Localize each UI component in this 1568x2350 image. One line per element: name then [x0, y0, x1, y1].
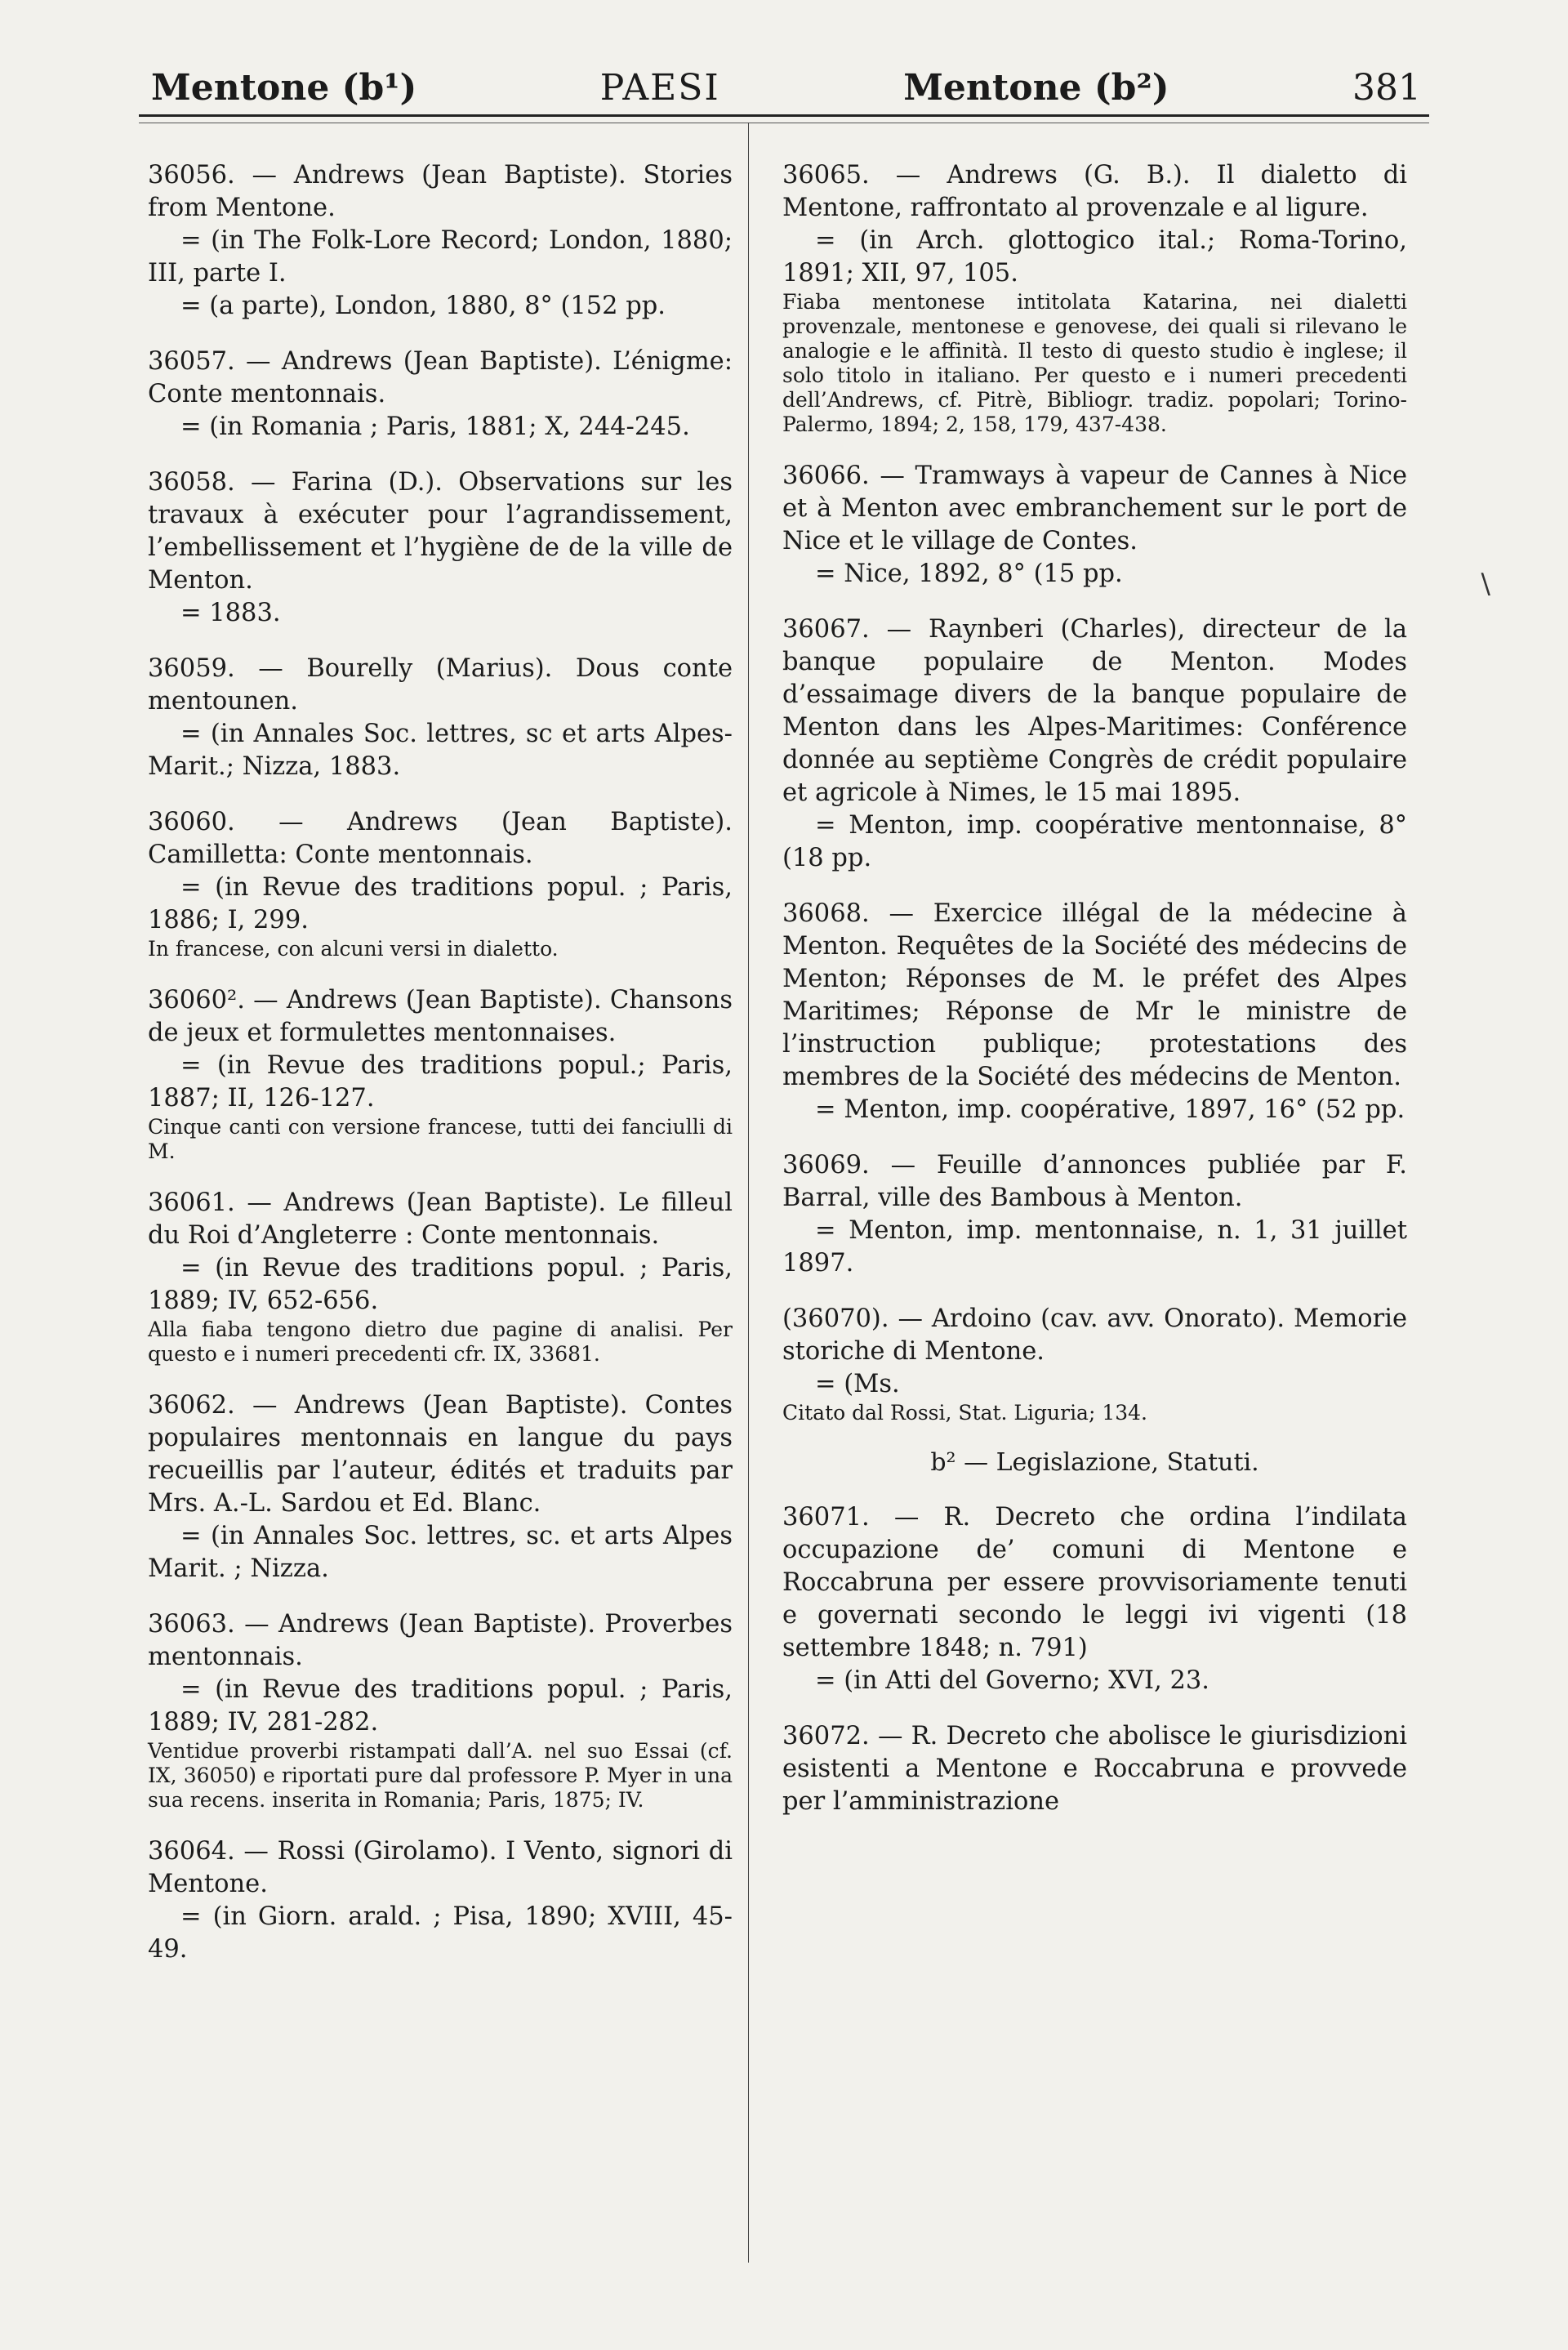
- bibliography-entry: [148, 466, 733, 630]
- entry-note: Fiaba mentonese intitolata Katarina, nei dialetti provenzale, mentonese e genovese, dei quali si rilevano le analogie e le affinità. Il testo di questo studio è inglese; il solo titolo in italiano. Per questo e i numeri precedenti dell’Andrews, cf. Pitrè, Bibliogr. tradiz. popolari; Torino-Palermo, 1894; 2, 158, 179, 437-438.: [782, 290, 1407, 436]
- bibliography-entry: [148, 159, 733, 323]
- entry-title: 36056. — Andrews (Jean Baptiste). Stories from Mentone.: [148, 161, 733, 222]
- header-rule-top: [139, 114, 1429, 117]
- bibliography-entry: [782, 460, 1407, 591]
- entry-title: 36068. — Exercice illégal de la médecine à Menton. Requêtes de la Société des médecins de Menton; Réponses de M. le préfet des Alpes Maritimes; Réponse de Mr le ministre de l’instruction publique; protestations des membres de la Société des médecins de Menton.: [782, 899, 1407, 1091]
- bibliography-entry: [782, 159, 1407, 437]
- entry-title: 36071. — R. Decreto che ordina l’indilata occupazione de’ comuni di Mentone e Roccabruna per essere provvisoriamente tenuti e governati secondo le leggi ivi vigenti (18 settembre 1848; n. 791): [782, 1503, 1407, 1662]
- entry-title: 36057. — Andrews (Jean Baptiste). L’énigme: Conte mentonnais.: [148, 347, 733, 408]
- left-column: [148, 159, 733, 1989]
- entry-citation: = Menton, imp. mentonnaise, n. 1, 31 juillet 1897.: [782, 1216, 1407, 1278]
- entry-title: 36058. — Farina (D.). Observations sur les travaux à exécuter pour l’agrandissement, l’embellissement et l’hygiène de de la ville de Menton.: [148, 468, 733, 595]
- entry-citation: = (in Arch. glottogico ital.; Roma-Torino, 1891; XII, 97, 105.: [782, 226, 1407, 288]
- entry-note: Ventidue proverbi ristampati dall’A. nel suo Essai (cf. IX, 36050) e riportati pure dal professore P. Myer in una sua recens. inserita in Romania; Paris, 1875; IV.: [148, 1739, 733, 1812]
- section-heading: b² — Legislazione, Statuti.: [930, 1448, 1259, 1477]
- entry-note: Alla fiaba tengono dietro due pagine di analisi. Per questo e i numeri precedenti cfr. IX, 33681.: [148, 1318, 733, 1366]
- entry-citation: = (in Revue des traditions popul.; Paris, 1887; II, 126-127.: [148, 1051, 733, 1113]
- entry-title: 36069. — Feuille d’annonces publiée par F. Barral, ville des Bambous à Menton.: [782, 1151, 1407, 1212]
- entry-note: In francese, con alcuni versi in dialetto.: [148, 937, 559, 961]
- page-header: [151, 51, 1421, 124]
- entry-citation: = (in Annales Soc. lettres, sc et arts Alpes-Marit.; Nizza, 1883.: [148, 720, 733, 781]
- entry-title: 36060. — Andrews (Jean Baptiste). Camilletta: Conte mentonnais.: [148, 808, 733, 869]
- entry-title: 36067. — Raynberi (Charles), directeur de la banque populaire de Menton. Modes d’essaimage divers de la banque populaire de Menton dans les Alpes-Maritimes: Conférence donnée au septième Congrès de crédit populaire et agricole à Nimes, le 15 mai 1895.: [782, 615, 1407, 807]
- bibliography-entry: [148, 806, 733, 961]
- entry-citation: = (in Revue des traditions popul. ; Paris, 1889; IV, 652-656.: [148, 1254, 733, 1315]
- entry-title: 36059. — Bourelly (Marius). Dous conte mentounen.: [148, 654, 733, 716]
- bibliography-entry: [148, 346, 733, 444]
- entry-note: Cinque canti con versione francese, tutti dei fanciulli di M.: [148, 1115, 733, 1163]
- entry-citation: = (in Annales Soc. lettres, sc. et arts Alpes Marit. ; Nizza.: [148, 1522, 733, 1583]
- left-running-title: Mentone (b¹): [151, 66, 417, 109]
- entry-citation: = (in Atti del Governo; XVI, 23.: [815, 1666, 1209, 1695]
- bibliography-entry: [148, 1608, 733, 1813]
- entry-title: 36065. — Andrews (G. B.). Il dialetto di Mentone, raffrontato al provenzale e al ligure.: [782, 161, 1407, 222]
- entry-note: Citato dal Rossi, Stat. Liguria; 134.: [782, 1401, 1147, 1425]
- entry-citation: = Menton, imp. coopérative mentonnaise, 8° (18 pp.: [782, 811, 1407, 872]
- entry-title: 36060². — Andrews (Jean Baptiste). Chansons de jeux et formulettes mentonnaises.: [148, 986, 733, 1047]
- bibliography-entry: [782, 613, 1407, 875]
- entry-citation: = (in Revue des traditions popul. ; Paris, 1889; IV, 281-282.: [148, 1675, 733, 1737]
- right-running-title: Mentone (b²): [903, 66, 1169, 109]
- entry-title: 36063. — Andrews (Jean Baptiste). Proverbes mentonnais.: [148, 1610, 733, 1671]
- entry-title: 36062. — Andrews (Jean Baptiste). Contes populaires mentonnais en langue du pays recueillis par l’auteur, édités et traduits par Mrs. A.-L. Sardou et Ed. Blanc.: [148, 1391, 733, 1518]
- bibliography-entry: [782, 1303, 1407, 1425]
- entry-citation: = 1883.: [180, 599, 281, 627]
- bibliography-entry: [148, 984, 733, 1164]
- bibliography-entry: [782, 1501, 1407, 1697]
- page-number: 381: [1352, 66, 1421, 109]
- center-running-title: PAESI: [599, 66, 720, 109]
- margin-mark: \: [1481, 568, 1490, 600]
- entry-citation: = Nice, 1892, 8° (15 pp.: [815, 560, 1123, 588]
- bibliography-entry: [782, 1149, 1407, 1280]
- bibliography-entry: [148, 653, 733, 783]
- bibliography-entry: [148, 1187, 733, 1367]
- entry-title: 36072. — R. Decreto che abolisce le giurisdizioni esistenti a Mentone e Roccabruna e provvede per l’amministrazione: [782, 1722, 1407, 1816]
- entry-citation: = (in Romania ; Paris, 1881; X, 244-245.: [180, 412, 690, 441]
- bibliography-entry: [782, 1720, 1407, 1818]
- right-column: [782, 159, 1407, 1841]
- entry-title: (36070). — Ardoino (cav. avv. Onorato). Memorie storiche di Mentone.: [782, 1304, 1407, 1366]
- entry-title: 36061. — Andrews (Jean Baptiste). Le filleul du Roi d’Angleterre : Conte mentonnais.: [148, 1188, 733, 1250]
- entry-title: 36066. — Tramways à vapeur de Cannes à Nice et à Menton avec embranchement sur le port de Nice et le village de Contes.: [782, 462, 1407, 555]
- bibliography-entry: [148, 1835, 733, 1966]
- entry-title: 36064. — Rossi (Girolamo). I Vento, signori di Mentone.: [148, 1837, 733, 1898]
- bibliography-entry: [782, 898, 1407, 1126]
- entry-citation: = (Ms.: [815, 1370, 900, 1398]
- column-divider: [748, 123, 749, 2263]
- entry-citation: = (in Revue des traditions popul. ; Paris, 1886; I, 299.: [148, 873, 733, 934]
- entry-citation: = (in Giorn. arald. ; Pisa, 1890; XVIII, 45-49.: [148, 1902, 733, 1964]
- entry-citation: = (in The Folk-Lore Record; London, 1880; III, parte I.: [148, 226, 733, 288]
- bibliography-entry: [148, 1389, 733, 1585]
- entry-citation: = (a parte), London, 1880, 8° (152 pp.: [180, 292, 666, 320]
- entry-citation: = Menton, imp. coopérative, 1897, 16° (52 pp.: [815, 1095, 1405, 1124]
